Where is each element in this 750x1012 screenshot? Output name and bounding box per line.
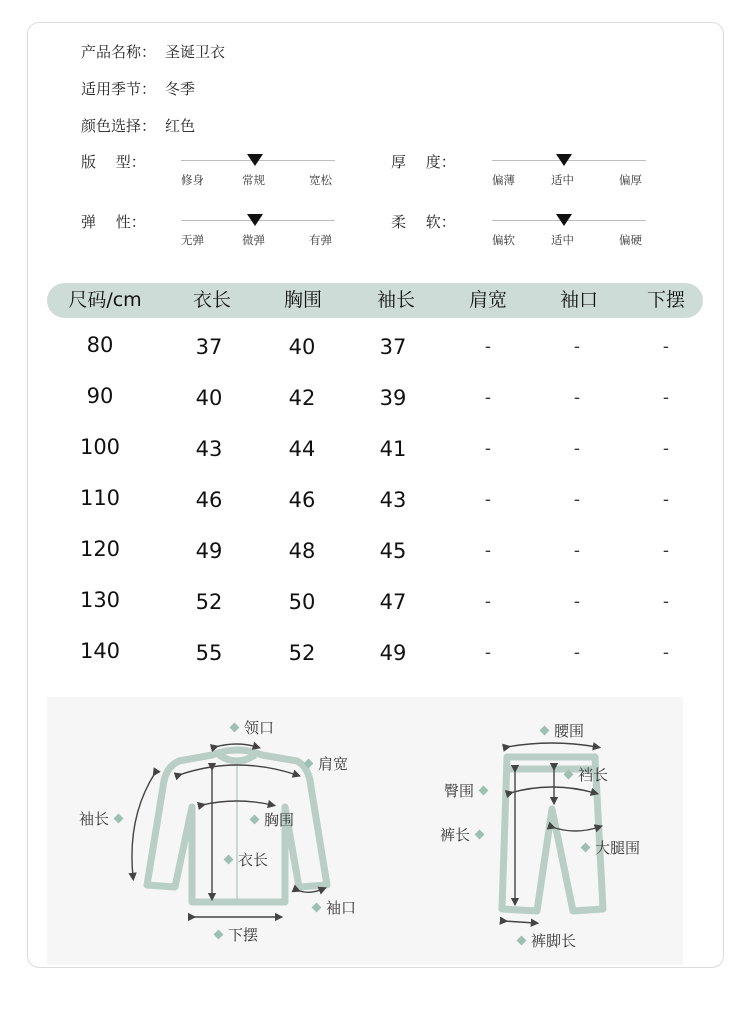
cell-hem: - <box>662 490 670 510</box>
thickness-option: 偏厚 <box>619 173 642 187</box>
cell-size: 100 <box>79 435 121 459</box>
cell-length: 37 <box>195 335 223 359</box>
header-sleeve: 袖长 <box>376 289 416 311</box>
label-cuff: 袖口 <box>307 897 356 918</box>
cell-hem: - <box>662 592 670 612</box>
elasticity-option: 无弹 <box>181 233 204 247</box>
season-row <box>81 78 195 99</box>
cell-cuff: - <box>573 643 581 663</box>
elasticity-option: 有弹 <box>309 233 332 247</box>
header-size: 尺码/cm <box>68 289 142 311</box>
cell-sleeve: 37 <box>379 335 407 359</box>
label-rise: 裆长 <box>559 764 608 785</box>
fit-option: 宽松 <box>309 173 332 187</box>
cell-hem: - <box>662 337 670 357</box>
softness-option: 偏硬 <box>619 233 642 247</box>
cell-shoulder: - <box>484 490 492 510</box>
cell-size: 140 <box>79 639 121 663</box>
header-length: 衣长 <box>192 289 232 311</box>
cell-shoulder: - <box>484 541 492 561</box>
cell-cuff: - <box>573 541 581 561</box>
label-chest: 胸围 <box>245 809 294 830</box>
cell-size: 130 <box>79 588 121 612</box>
cell-sleeve: 47 <box>379 590 407 614</box>
cell-chest: 44 <box>288 437 316 461</box>
cell-size: 120 <box>79 537 121 561</box>
header-chest: 胸围 <box>283 289 323 311</box>
thickness-option: 适中 <box>551 173 574 187</box>
label-collar: 领口 <box>225 717 274 738</box>
fit-option: 修身 <box>181 173 204 187</box>
season-value: 冬季 <box>165 80 196 98</box>
cell-shoulder: - <box>484 337 492 357</box>
size-table-header <box>47 283 703 318</box>
product-name-label: 产品名称： <box>81 43 157 61</box>
softness-option: 偏软 <box>492 233 515 247</box>
measurement-diagram <box>47 697 683 965</box>
label-thigh: 大腿围 <box>576 837 640 858</box>
elasticity-marker <box>247 214 263 226</box>
cell-sleeve: 41 <box>379 437 407 461</box>
cell-length: 43 <box>195 437 223 461</box>
cell-chest: 48 <box>288 539 316 563</box>
cell-chest: 50 <box>288 590 316 614</box>
label-waist: 腰围 <box>535 720 584 741</box>
cell-hem: - <box>662 643 670 663</box>
elasticity-option: 微弹 <box>242 233 265 247</box>
cell-shoulder: - <box>484 592 492 612</box>
fit-marker <box>247 154 263 166</box>
color-row <box>81 115 195 136</box>
cell-shoulder: - <box>484 643 492 663</box>
elasticity-scale <box>181 214 335 254</box>
cell-length: 49 <box>195 539 223 563</box>
thickness-option: 偏薄 <box>492 173 515 187</box>
label-sleeve: 袖长 <box>79 808 128 829</box>
cell-cuff: - <box>573 337 581 357</box>
header-shoulder: 肩宽 <box>468 289 508 311</box>
cell-cuff: - <box>573 490 581 510</box>
thickness-marker <box>556 154 572 166</box>
softness-marker <box>556 214 572 226</box>
cell-length: 40 <box>195 386 223 410</box>
cell-cuff: - <box>573 592 581 612</box>
cell-size: 90 <box>86 384 114 408</box>
softness-label: 柔 软： <box>391 213 456 231</box>
thickness-label: 厚 度： <box>391 153 456 171</box>
cell-hem: - <box>662 439 670 459</box>
cell-sleeve: 39 <box>379 386 407 410</box>
season-label: 适用季节： <box>81 80 157 98</box>
header-cuff: 袖口 <box>559 289 599 311</box>
cell-cuff: - <box>573 439 581 459</box>
color-value: 红色 <box>165 117 196 135</box>
cell-chest: 42 <box>288 386 316 410</box>
label-hem: 下摆 <box>209 924 258 945</box>
cell-cuff: - <box>573 388 581 408</box>
cell-shoulder: - <box>484 439 492 459</box>
cell-sleeve: 43 <box>379 488 407 512</box>
label-shoulder: 肩宽 <box>299 753 348 774</box>
product-name-row <box>81 41 225 62</box>
cell-chest: 52 <box>288 641 316 665</box>
fit-label: 版 型： <box>81 153 146 171</box>
cell-length: 46 <box>195 488 223 512</box>
cell-sleeve: 49 <box>379 641 407 665</box>
cell-hem: - <box>662 388 670 408</box>
label-hip: 臀围 <box>444 780 493 801</box>
cell-chest: 40 <box>288 335 316 359</box>
thickness-scale <box>492 154 646 194</box>
fit-scale <box>181 154 335 194</box>
label-pants-length: 裤长 <box>440 824 489 845</box>
header-hem: 下摆 <box>646 289 686 311</box>
garment-illustration <box>47 697 683 965</box>
cell-length: 55 <box>195 641 223 665</box>
cell-chest: 46 <box>288 488 316 512</box>
color-label: 颜色选择： <box>81 117 157 135</box>
cell-size: 80 <box>86 333 114 357</box>
label-length: 衣长 <box>219 849 268 870</box>
softness-option: 适中 <box>551 233 574 247</box>
softness-scale <box>492 214 646 254</box>
cell-size: 110 <box>79 486 121 510</box>
cell-shoulder: - <box>484 388 492 408</box>
cell-length: 52 <box>195 590 223 614</box>
product-name-value: 圣诞卫衣 <box>165 43 226 61</box>
elasticity-label: 弹 性： <box>81 213 146 231</box>
fit-option: 常规 <box>242 173 265 187</box>
cell-hem: - <box>662 541 670 561</box>
cell-sleeve: 45 <box>379 539 407 563</box>
label-leg-opening: 裤脚长 <box>512 930 576 951</box>
